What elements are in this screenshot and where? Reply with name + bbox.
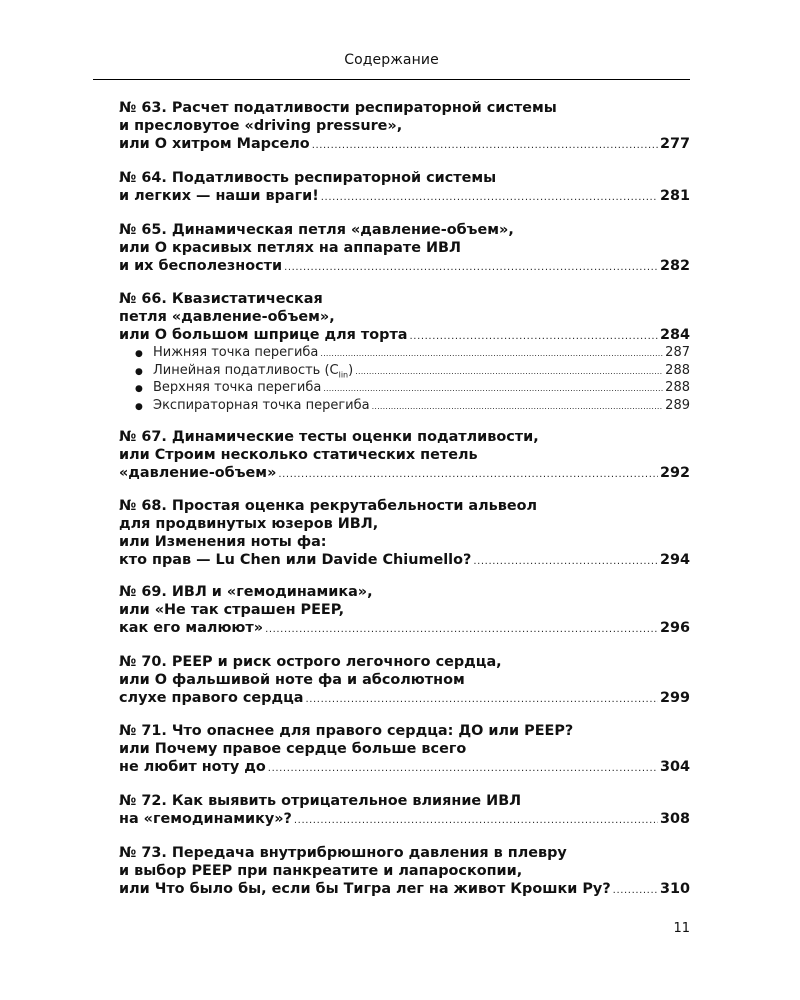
- subentry-title: [153, 362, 353, 380]
- header-rule: [93, 79, 690, 80]
- toc-entry-68: [119, 497, 690, 569]
- entry-title-tail: кто прав — Lu Chen или Davide Chiumello?: [119, 552, 472, 568]
- entry-title-tail: на «гемодинамику»?: [119, 811, 292, 827]
- entry-title-tail: не любит ноту до: [119, 759, 266, 775]
- entry-last-line: [119, 257, 690, 275]
- toc-subentry: [119, 362, 690, 380]
- subentry-title: Нижняя точка перегиба: [153, 345, 319, 360]
- toc-subentry: [119, 397, 690, 415]
- entry-title-line: № 71. Что опаснее для правого сердца: ДО или PEEP?: [119, 723, 574, 739]
- entry-last-line: [119, 187, 690, 205]
- dot-leader: [473, 553, 658, 569]
- entry-title-line: или Почему правое сердце больше всего: [119, 741, 467, 757]
- entry-last-line: [119, 689, 690, 707]
- entry-title-line: № 73. Передача внутрибрюшного давления в плевру: [119, 845, 567, 861]
- page-number: 282: [659, 258, 690, 274]
- entry-title-line: № 64. Податливость респираторной системы: [119, 170, 497, 186]
- bullet-icon: ●: [135, 349, 143, 359]
- toc-entry-67: [119, 428, 690, 482]
- running-head: Содержание: [344, 52, 439, 68]
- dot-leader: [284, 259, 658, 275]
- entry-title-line: или Изменения ноты фа:: [119, 534, 327, 550]
- page-number: 277: [659, 136, 690, 152]
- toc-subentry: [119, 344, 690, 362]
- dot-leader: [278, 466, 658, 482]
- dot-leader: [268, 760, 658, 776]
- page-number: 294: [659, 552, 690, 568]
- entry-title-line: для продвинутых юзеров ИВЛ,: [119, 516, 379, 532]
- dot-leader: [613, 882, 658, 898]
- entry-title-tail: «давление-объем»: [119, 465, 277, 481]
- dot-leader: [312, 137, 658, 153]
- entry-title-line: или «Не так страшен PEEP,: [119, 602, 345, 618]
- entry-title-line: № 66. Квазистатическая: [119, 291, 323, 307]
- page-number: 308: [659, 811, 690, 827]
- entry-last-line: [119, 758, 690, 776]
- bullet-icon: ●: [135, 366, 143, 377]
- toc-entry-69: [119, 583, 690, 637]
- dot-leader: [320, 345, 663, 362]
- page-number: 304: [659, 759, 690, 775]
- entry-last-line: [119, 326, 690, 344]
- toc-entry-72: [119, 792, 690, 828]
- subentry-title: Экспираторная точка перегиба: [153, 397, 370, 413]
- dot-leader: [294, 812, 658, 828]
- entry-title-tail: и их бесполезности: [119, 258, 283, 274]
- subentry-title-after: ): [348, 362, 354, 378]
- page-number: 284: [659, 327, 690, 343]
- entry-title-line: № 67. Динамические тесты оценки податливости,: [119, 429, 539, 445]
- toc-entry-63: [119, 99, 690, 153]
- entry-last-line: [119, 880, 690, 898]
- entry-title-line: № 70. PEEP и риск острого легочного сердца,: [119, 654, 502, 670]
- subentry-subscript: lin: [338, 370, 349, 379]
- bullet-icon: ●: [135, 401, 143, 412]
- entry-title-tail: и легких — наши враги!: [119, 188, 319, 204]
- entry-title-tail: или Что было бы, если бы Тигра лег на живот Крошки Ру?: [119, 881, 611, 897]
- page-number: 288: [665, 362, 690, 378]
- dot-leader: [265, 621, 658, 637]
- subentry-title-before: Линейная податливость (C: [153, 362, 339, 378]
- dot-leader: [355, 363, 663, 380]
- toc-entry-73: [119, 844, 690, 898]
- toc-subentry: [119, 379, 690, 397]
- dot-leader: [372, 398, 664, 415]
- entry-last-line: [119, 810, 690, 828]
- page-number: 281: [659, 188, 690, 204]
- entry-title-line: или Строим несколько статических петель: [119, 447, 478, 463]
- entry-title-line: № 63. Расчет податливости респираторной системы: [119, 100, 557, 116]
- entry-title-line: петля «давление-объем»,: [119, 309, 335, 325]
- entry-last-line: [119, 551, 690, 569]
- toc-entry-70: [119, 653, 690, 707]
- subentry-title: Верхняя точка перегиба: [153, 380, 322, 395]
- toc-entry-71: [119, 722, 690, 776]
- entry-last-line: [119, 464, 690, 482]
- toc-entry-65: [119, 221, 690, 275]
- entry-title-tail: как его малюют»: [119, 620, 264, 636]
- entry-title-line: № 69. ИВЛ и «гемодинамика»,: [119, 584, 373, 600]
- toc-entry-64: [119, 169, 690, 205]
- page-number: 288: [665, 380, 690, 395]
- entry-title-line: № 65. Динамическая петля «давление-объем»,: [119, 222, 514, 238]
- entry-last-line: [119, 619, 690, 637]
- toc-entry-66: [119, 290, 690, 414]
- dot-leader: [321, 189, 658, 205]
- page-number: 287: [665, 345, 690, 360]
- page-number: 296: [659, 620, 690, 636]
- entry-title-line: или О красивых петлях на аппарате ИВЛ: [119, 240, 461, 256]
- entry-title-line: или О фальшивой ноте фа и абсолютном: [119, 672, 465, 688]
- page-number: 292: [659, 465, 690, 481]
- entry-last-line: [119, 135, 690, 153]
- entry-title-line: № 72. Как выявить отрицательное влияние ИВЛ: [119, 793, 522, 809]
- page-folio: 11: [673, 921, 690, 936]
- bullet-icon: ●: [135, 384, 143, 394]
- dot-leader: [305, 691, 657, 707]
- entry-title-tail: или О большом шприце для торта: [119, 327, 408, 343]
- entry-title-line: и пресловутое «driving pressure»,: [119, 118, 403, 134]
- page-number: 289: [665, 397, 690, 413]
- dot-leader: [410, 328, 658, 344]
- entry-title-line: № 68. Простая оценка рекрутабельности альвеол: [119, 498, 538, 514]
- entry-title-tail: или О хитром Марсело: [119, 136, 310, 152]
- page-number: 299: [659, 690, 690, 706]
- page-number: 310: [659, 881, 690, 897]
- entry-title-line: и выбор PEEP при панкреатите и лапароскопии,: [119, 863, 523, 879]
- entry-title-tail: слухе правого сердца: [119, 690, 304, 706]
- dot-leader: [323, 380, 663, 397]
